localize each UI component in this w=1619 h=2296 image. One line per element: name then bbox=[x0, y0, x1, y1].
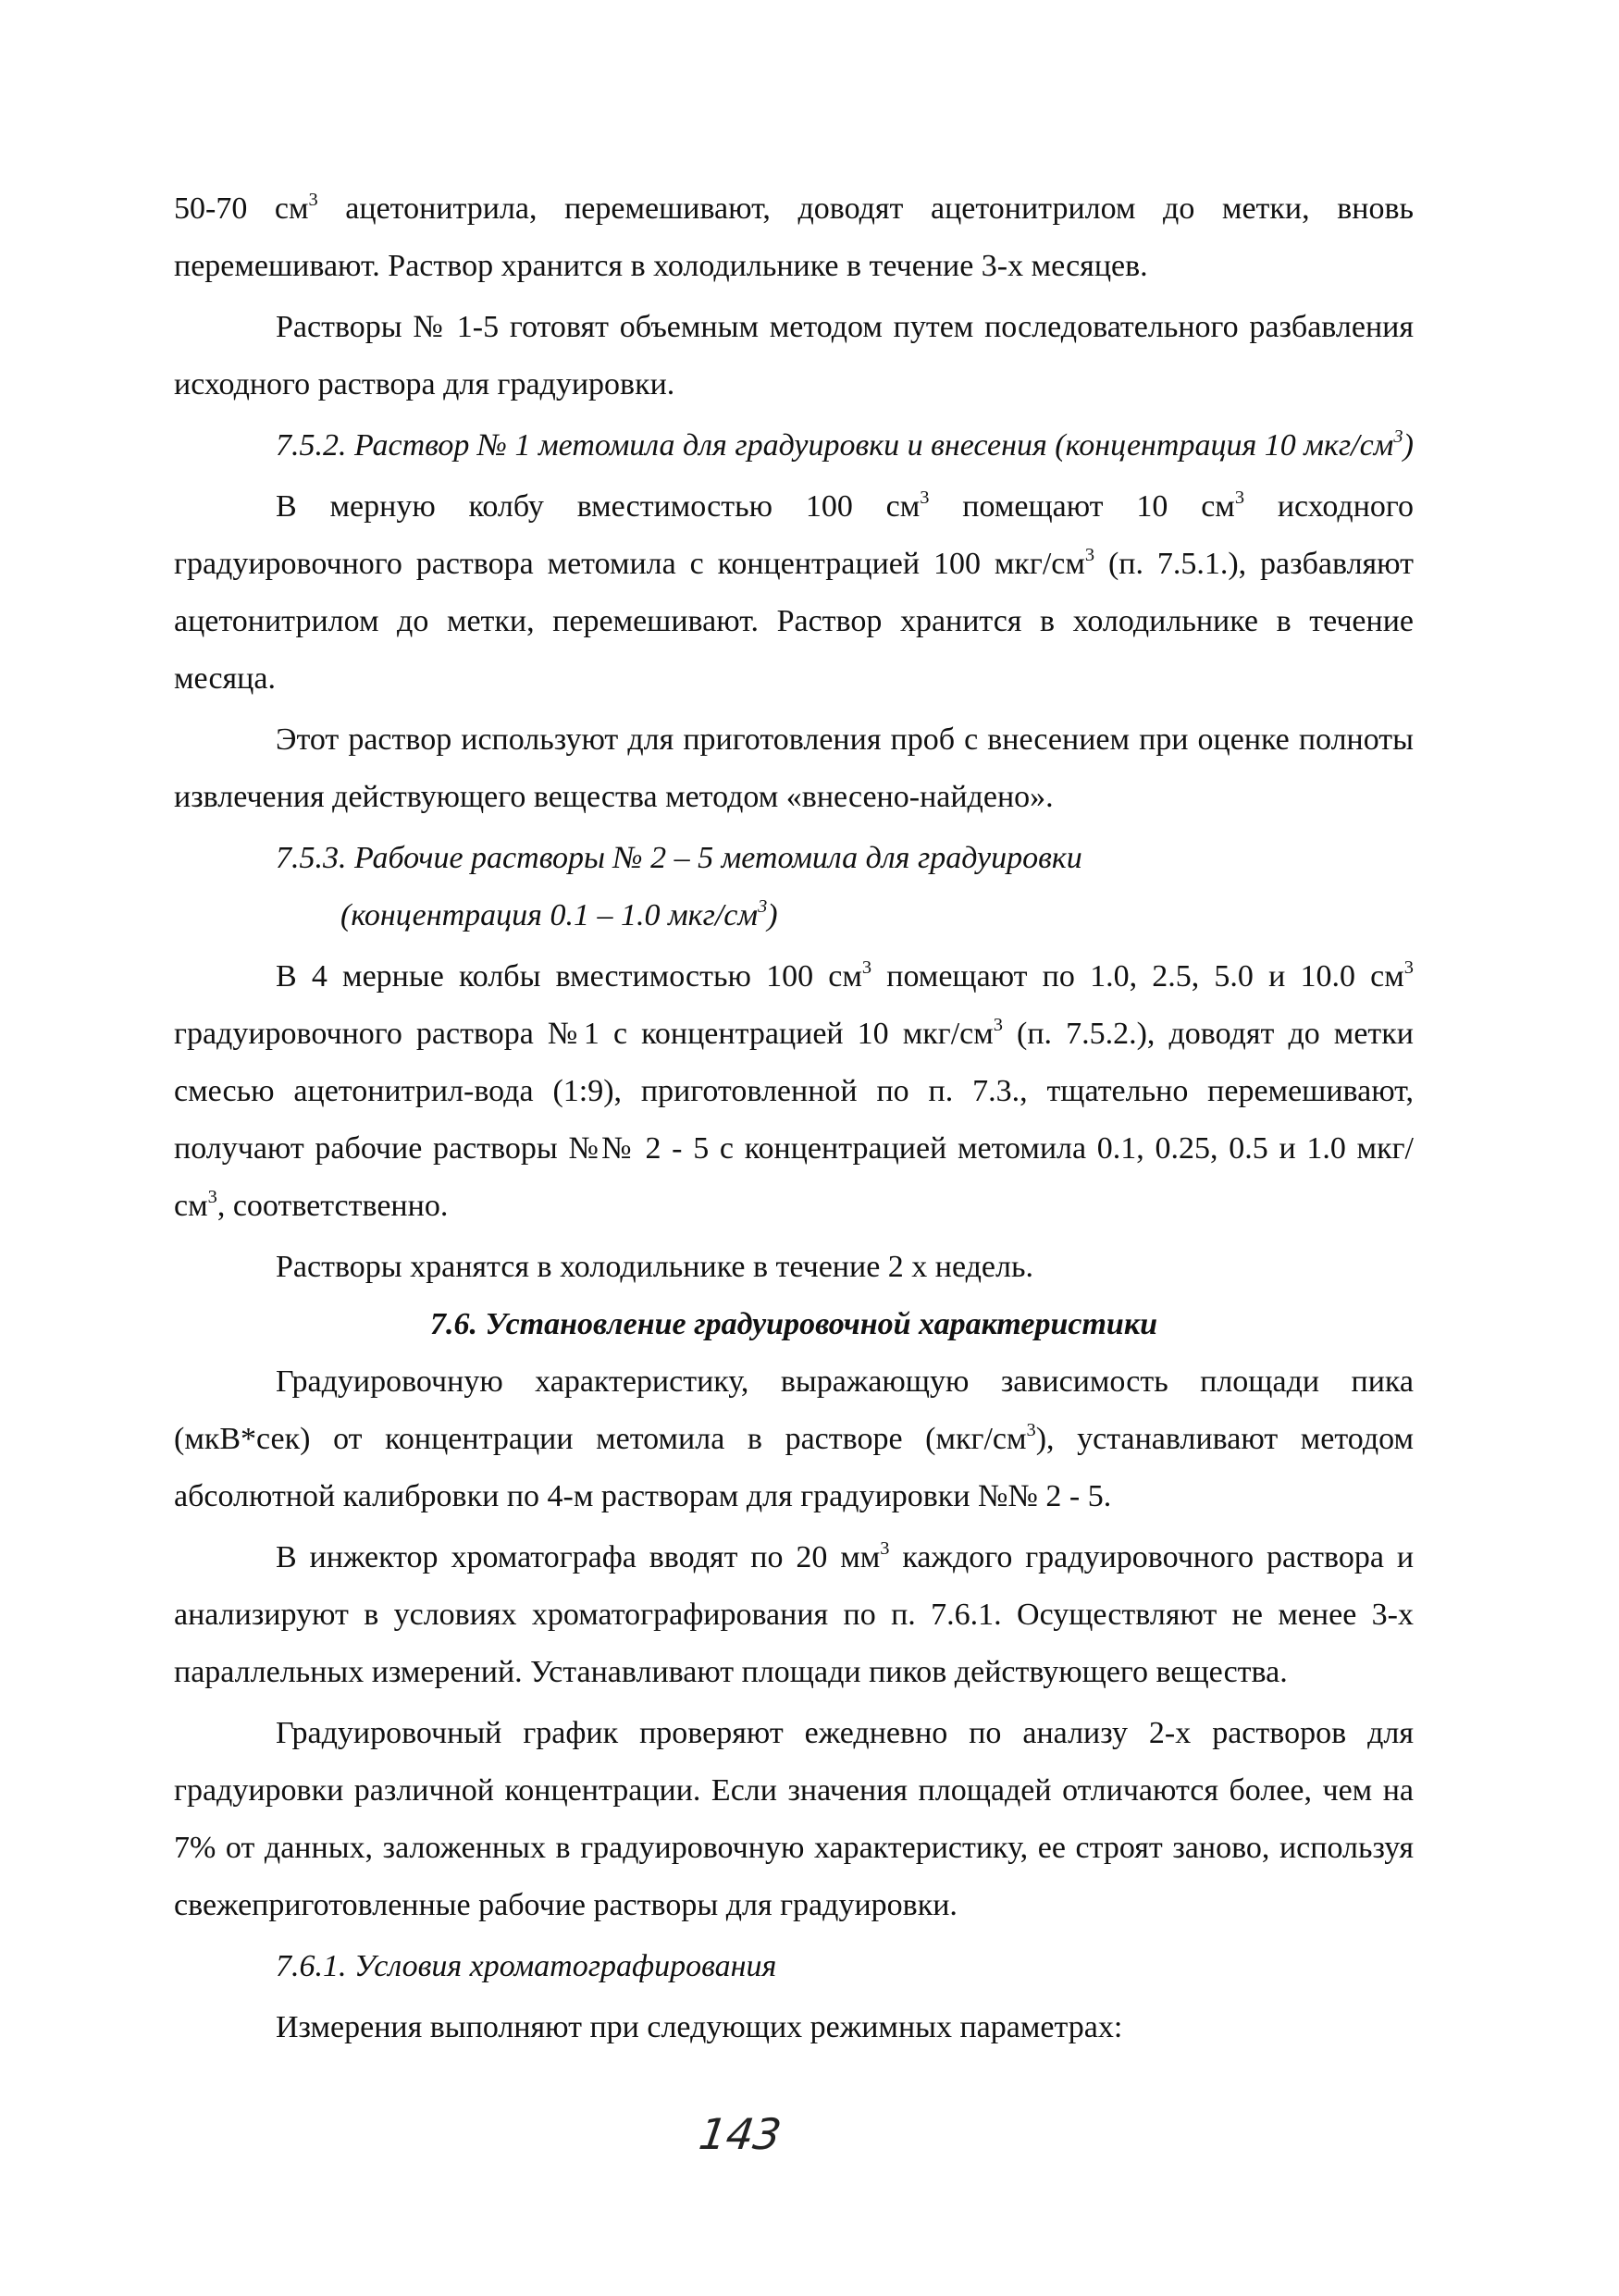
paragraph-storage: Растворы хранятся в холодильнике в течение 2 х недель. bbox=[276, 1250, 1033, 1284]
paragraph-calibration-characteristic bbox=[174, 1353, 1414, 1525]
subheading-7-6-1: 7.6.1. Условия хроматографирования bbox=[276, 1949, 777, 1983]
text-span: В инжектор хроматографа вводят по 20 мм bbox=[276, 1540, 881, 1574]
superscript: 3 bbox=[1084, 544, 1095, 565]
text-span: (п. 7.5.1.), разбавляют ацетонитрилом до метки, перемешивают. Раствор хранится в холодильнике в течение месяца. bbox=[174, 547, 1414, 696]
superscript: 3 bbox=[993, 1014, 1003, 1035]
text-span: (концентрация 0.1 – 1.0 мкг/см bbox=[340, 898, 759, 932]
text-span: ), устанавливают методом абсолютной калибровки по 4-м растворам для градуировки №№ 2 - 5. bbox=[174, 1422, 1414, 1513]
text-span: ацетонитрила, перемешивают, доводят ацетонитрилом до метки, вновь перемешивают. Раствор хранится в холодильнике в течение 3-х месяцев. bbox=[174, 191, 1414, 283]
paragraph-working-solutions bbox=[174, 948, 1414, 1235]
text-span: (п. 7.5.2.), доводят до метки смесью ацетонитрил-вода (1:9), приготовленной по п. 7.3., тщательно перемешивают, получают рабочие растворы №№ 2 - 5 с концентрацией метомила 0.1, 0.25, 0.5 и 1.0 мкг/см bbox=[174, 1017, 1414, 1223]
superscript: 3 bbox=[1026, 1419, 1036, 1440]
page-number: 143 bbox=[696, 2109, 785, 2159]
paragraph-parameters: Измерения выполняют при следующих режимных параметрах: bbox=[276, 2010, 1123, 2044]
superscript: 3 bbox=[920, 487, 930, 508]
text-span: 7.5.2. Раствор № 1 метомила для градуировки и внесения (концентрация 10 мкг/см bbox=[276, 428, 1394, 463]
text-span: ) bbox=[1403, 428, 1414, 463]
text-span: помещают 10 см bbox=[929, 489, 1235, 524]
text-span: исходного градуировочного раствора метомила с концентрацией 100 мкг/см bbox=[174, 489, 1415, 581]
superscript: 3 bbox=[1403, 957, 1414, 978]
text-span: В 4 мерные колбы вместимостью 100 см bbox=[276, 959, 862, 994]
text-span: 50-70 см bbox=[174, 191, 309, 226]
superscript: 3 bbox=[861, 957, 872, 978]
paragraph-daily-check: Градуировочный график проверяют ежедневно по анализу 2-х растворов для градуировки различной концентрации. Если значения площадей отличаются более, чем на 7% от данных, заложенных в градуировочную характеристику, ее строят заново, используя свежеприготовленные рабочие растворы для градуировки. bbox=[174, 1716, 1414, 1922]
text-span: ) bbox=[767, 898, 778, 932]
paragraph-injection bbox=[174, 1529, 1414, 1701]
text-span: градуировочного раствора №1 с концентрацией 10 мкг/см bbox=[174, 1017, 994, 1051]
superscript: 3 bbox=[758, 895, 768, 917]
superscript: 3 bbox=[1234, 487, 1245, 508]
superscript: 3 bbox=[1393, 426, 1403, 447]
text-span: Градуировочную характеристику, выражающую зависимость площади пика (мкВ*сек) от концентрации метомила в растворе (мкг/см bbox=[174, 1364, 1414, 1456]
section-heading-7-6: 7.6. Установление градуировочной характеристики bbox=[430, 1307, 1157, 1341]
paragraph-spiked-samples: Этот раствор используют для приготовления проб с внесением при оценке полноты извлечения действующего вещества методом «внесено-найдено». bbox=[174, 722, 1414, 814]
superscript: 3 bbox=[308, 189, 318, 210]
document-body bbox=[174, 180, 1414, 2056]
text-span: помещают по 1.0, 2.5, 5.0 и 10.0 см bbox=[871, 959, 1404, 994]
superscript: 3 bbox=[207, 1186, 217, 1207]
superscript: 3 bbox=[880, 1537, 890, 1559]
subheading-7-5-3-concentration bbox=[174, 887, 1414, 944]
text-span: , соответственно. bbox=[216, 1189, 449, 1223]
paragraph-flask-preparation bbox=[174, 478, 1414, 708]
text-span: каждого градуировочного раствора и анализируют в условиях хроматографирования по п. 7.6.1. Осуществляют не менее 3-х параллельных измерений. Устанавливают площади пиков действующего вещества. bbox=[174, 1540, 1415, 1689]
paragraph-continuation bbox=[174, 180, 1414, 295]
text-span: В мерную колбу вместимостью 100 см bbox=[276, 489, 921, 524]
subheading-7-5-3: 7.5.3. Рабочие растворы № 2 – 5 метомила для градуировки bbox=[276, 841, 1082, 875]
subheading-7-5-2 bbox=[174, 417, 1414, 475]
paragraph-solutions-1-5: Растворы № 1-5 готовят объемным методом путем последовательного разбавления исходного раствора для градуировки. bbox=[174, 310, 1414, 401]
